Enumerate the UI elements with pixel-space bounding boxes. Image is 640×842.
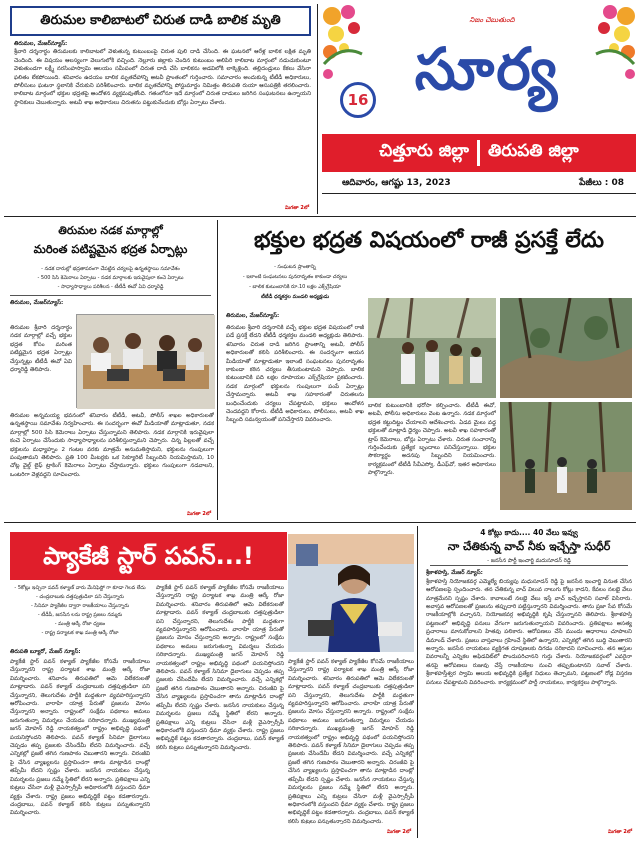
body-text: శ్రీకాళహస్తి నియోజకవర్గ ఎమ్మెల్యే బియ్యపు మధుసూదన్ రెడ్డి పై జనసేన ఇంచార్జి వినుత చేసిన ఆరోపణలపై స్పందించారు. తన చేతికున్న వాచ్ విలువ నాలుగు కోట్లు కాదని, కేవలం నలభై వేలు మాత్రమేనని స్పష్టం చేశారు. కావాలంటే నలభై వేలు ఇస్తే వాచ్ ఇచ్చేస్తానని సవాల్ విసిరారు. అవాస్తవ ఆరోపణలతో ప్రజలను తప్పుదారి పట్టిస్తున్నారని విమర్శించారు. తాను ప్రజా సేవ కోసమే రాజకీయాల్లోకి వచ్చానని, నియోజకవర్గ అభివృద్ధికి కృషి చేస్తున్నానని తెలిపారు. శ్రీకాళహస్తి పట్టణంలో అభివృద్ధి పనులు వేగంగా జరుగుతున్నాయని వివరించారు. ప్రతిపక్షాలు అసత్య ప్రచారాలు మానుకోవాలని హితవు పలికారు. ఆరోపణలు చేసే ముందు ఆధారాలు చూపాలని డిమాండ్ చేశారు. ప్రజలు వాస్తవాలు గ్రహించే స్థితిలో ఉన్నారని, ఎన్నికల్లో తగిన బుద్ధి చెబుతారని అన్నారు. జనసేన నాయకులు వ్యక్తిగత దూషణలకు దిగడం సరికాదని సూచించారు. తన ఆస్తుల వివరాలన్నీ ఎన్నికల అఫిడవిట్‌లో పొందుపరిచానని గుర్తు చేశారు. నియోజకవర్గంలో ఎవరైనా తనపై ఆరోపణలు రుజువు చేస్తే రాజకీయాల నుంచి తప్పుకుంటానని సవాల్ చేశారు. శ్రీకాళహస్తీశ్వర స్వామి ఆలయ అభివృద్ధికి ప్రత్యేక నిధులు తెచ్చామని, పట్టణంలో రోడ్ల విస్తరణ పనులు చేపట్టామని వివరించారు. కార్యక్రమంలో పార్టీ నాయకులు, కార్యకర్తలు పాల్గొన్నారు. xyxy=(426,578,632,686)
dateline: శ్రీకాళహస్తి, మేజర్ న్యూస్: xyxy=(426,570,483,577)
body-text-left: తిరుమల శ్రీవారి దర్శనార్థం నడక మార్గాల్లో వచ్చే భక్తుల భద్రత కోసం మరింత పటిష్టమైన భద్రత ఏర్పాట్లు చేస్తున్నట్లు టీటీడీ ఈవో ఏవి ధర్మారెడ్డి తెలిపారు. xyxy=(10,325,72,374)
body-text: తిరుమల శ్రీవారి దర్శనానికి వచ్చే భక్తుల భద్రత విషయంలో రాజీ పడే ప్రసక్తే లేదని టీటీడీ ధర్మకర్తల మండలి అధ్యక్షుడు తెలిపారు. శనివారం చిరుత దాడి జరిగిన ప్రాంతాన్ని అటవీ, పోలీస్ అధికారులతో కలిసి పరిశీలించారు. ఈ సందర్భంగా ఆయన మీడియాతో మాట్లాడుతూ ఇలాంటి సంఘటనలు పునరావృతం కాకుండా కఠిన చర్యలు తీసుకుంటామని చెప్పారు. బాలిక కుటుంబానికి పది లక్షల రూపాయల ఎక్స్‌గ్రేషియా ప్రకటించారు. నడక మార్గంలో భక్తులను గుంపులుగా పంపే ఏర్పాట్లు చేస్తామన్నారు. అటవీ శాఖ సహకారంతో చిరుతలను బంధించేందుకు చర్యలు చేపట్టామని, భక్తులు ఆందోళన చెందవద్దని కోరారు. టీటీడీ అధికారులు, పోలీసులు, అటవీ శాఖ సిబ్బంది సమన్వయంతో పనిచేస్తారని వివరించారు. xyxy=(226,325,364,424)
date-line xyxy=(322,178,636,194)
headline-walkway-line2: మరింత పటిష్టమైన భద్రత ఏర్పాట్లు xyxy=(33,242,188,256)
body-text: తిరుమల అన్నమయ్య భవనంలో శనివారం టీటీడీ, అటవీ, పోలీస్ శాఖల అధికారులతో ఉన్నతస్థాయి సమావేశం నిర్వహించారు. ఈ సందర్భంగా ఈవో మీడియాతో మాట్లాడుతూ, నడక మార్గాల్లో 500 సిసి కెమెరాలు ఏర్పాటు చేస్తున్నామని తెలిపారు. నడక మార్గానికి ఇరువైపులా కంచె ఏర్పాటు చేసేందుకు సాధ్యాసాధ్యాలను పరిశీలిస్తున్నామని చెప్పారు. చిన్న పిల్లలతో వచ్చే భక్తులను మధ్యాహ్నం 2 గంటల వరకు మాత్రమే అనుమతిస్తామని, భక్తులను గుంపులుగా పంపుతామని తెలిపారు. ప్రతి 100 మీటర్లకు ఒక సెక్యూరిటీ సిబ్బందిని నియమిస్తామని, 10 చోట్ల వైల్డ్ లైఫ్ ట్రాకింగ్ కెమెరాలు ఏర్పాటు చేస్తామన్నారు. భక్తులు గుంపులుగా నడవాలని, ఒంటరిగా వెళ్లవద్దని సూచించారు. xyxy=(10,413,214,478)
subheadline: - జనసేన పార్టీ ఇంచార్జి మదుసూదన్ రెడ్డి xyxy=(430,557,628,566)
bullet-item: - బాలిక కుటుంబానికి రూ.10 లక్షల ఎక్స్‌గ్రేషియా xyxy=(249,284,341,290)
story-package-star xyxy=(4,526,418,838)
headline-watch: నా చేతికున్న వాచ్ నీకు ఇచ్చేస్తా సుధీర్ xyxy=(447,540,611,553)
bullet-item: - రాష్ట్ర పర్యాటక శాఖ మంత్రి ఆర్కే రోజా xyxy=(41,630,119,636)
bullet-list xyxy=(10,265,211,296)
body-text-col2: ప్యాకేజీ స్టార్ పవన్ కళ్యాణ్ ప్యాకేజీల కోసమే రాజకీయాలు చేస్తున్నారని రాష్ట్ర పర్యాటక శాఖ మంత్రి ఆర్కే రోజా విమర్శించారు. శనివారం తిరుపతిలో ఆమె విలేకరులతో మాట్లాడారు. పవన్ కళ్యాణ్ చంద్రబాబుకు దత్తపుత్రుడిలా పని చేస్తున్నారని, తెలుగుదేశం పార్టీకి మద్దతుగా వ్యవహరిస్తున్నారని ఆరోపించారు. వారాహి యాత్ర పేరుతో ప్రజలను మోసం చేస్తున్నారని అన్నారు. రాష్ట్రంలో సంక్షేమ పథకాలు అమలు జరుగుతున్నా విమర్శలు చేయడం సరికాదన్నారు. ముఖ్యమంత్రి జగన్ మోహన్ రెడ్డి నాయకత్వంలో రాష్ట్రం అభివృద్ధి పథంలో పయనిస్తోందని తెలిపారు. పవన్ కళ్యాణ్ సినిమా డైలాగులు చెప్పడం తప్ప ప్రజలకు చేసిందేమీ లేదని విమర్శించారు. వచ్చే ఎన్నికల్లో ప్రజలే తగిన గుణపాఠం చెబుతారని అన్నారు. చిరంజీవి పై చేసిన వ్యాఖ్యలను ప్రస్తావించగా తాను మాట్లాడిన దాంట్లో తప్పేమీ లేదని స్పష్టం చేశారు. జనసేన నాయకులు చేస్తున్న విమర్శలను ప్రజలు నమ్మే స్థితిలో లేరని అన్నారు. ప్రతిపక్షాలు ఎన్ని కుట్రలు చేసినా మళ్లీ వైఎస్సార్సీపీ అధికారంలోకి వస్తుందని ధీమా వ్యక్తం చేశారు. రాష్ట్ర ప్రజలు అభివృద్ధికే పట్టం కడతారన్నారు. చంద్రబాబు, పవన్ కళ్యాణ్ కలిసి కుట్రలు పన్నుతున్నారని విమర్శించారు. xyxy=(156,585,284,751)
anniversary-number: 16 xyxy=(347,91,369,109)
edition-bar xyxy=(322,134,636,172)
bullet-item: టీటీడీ ధర్మకర్తల మండలి అధ్యక్షుడు xyxy=(260,294,330,300)
story-leopard-attack xyxy=(4,4,318,214)
bullet-list xyxy=(10,584,150,638)
bullet-item: - సాధ్యాసాధ్యాలు పరిశీలన - టీటీడీ ఈవో ఏవి ధర్మారెడ్డి xyxy=(57,284,164,290)
dateline: తిరుమల, మేజర్‌న్యూస్: xyxy=(14,41,68,47)
story-walkway-security xyxy=(4,220,218,520)
body-text-col3: ప్యాకేజీ స్టార్ పవన్ కళ్యాణ్ ప్యాకేజీల కోసమే రాజకీయాలు చేస్తున్నారని రాష్ట్ర పర్యాటక శాఖ మంత్రి ఆర్కే రోజా విమర్శించారు. శనివారం తిరుపతిలో ఆమె విలేకరులతో మాట్లాడారు. పవన్ కళ్యాణ్ చంద్రబాబుకు దత్తపుత్రుడిలా పని చేస్తున్నారని, తెలుగుదేశం పార్టీకి మద్దతుగా వ్యవహరిస్తున్నారని ఆరోపించారు. వారాహి యాత్ర పేరుతో ప్రజలను మోసం చేస్తున్నారని అన్నారు. రాష్ట్రంలో సంక్షేమ పథకాలు అమలు జరుగుతున్నా విమర్శలు చేయడం సరికాదన్నారు. ముఖ్యమంత్రి జగన్ మోహన్ రెడ్డి నాయకత్వంలో రాష్ట్రం అభివృద్ధి పథంలో పయనిస్తోందని తెలిపారు. పవన్ కళ్యాణ్ సినిమా డైలాగులు చెప్పడం తప్ప ప్రజలకు చేసిందేమీ లేదని విమర్శించారు. వచ్చే ఎన్నికల్లో ప్రజలే తగిన గుణపాఠం చెబుతారని అన్నారు. చిరంజీవి పై చేసిన వ్యాఖ్యలను ప్రస్తావించగా తాను మాట్లాడిన దాంట్లో తప్పేమీ లేదని స్పష్టం చేశారు. జనసేన నాయకులు చేస్తున్న విమర్శలను ప్రజలు నమ్మే స్థితిలో లేరని అన్నారు. ప్రతిపక్షాలు ఎన్ని కుట్రలు చేసినా మళ్లీ వైఎస్సార్సీపీ అధికారంలోకి వస్తుందని ధీమా వ్యక్తం చేశారు. రాష్ట్ర ప్రజలు అభివృద్ధికే పట్టం కడతారన్నారు. చంద్రబాబు, పవన్ కళ్యాణ్ కలిసి కుట్రలు పన్నుతున్నారని విమర్శించారు. xyxy=(288,659,414,824)
issue-date: ఆదివారం, ఆగష్టు 13, 2023 xyxy=(342,178,451,188)
page-count: పేజీలు : 08 xyxy=(579,178,624,188)
bullet-list xyxy=(226,262,364,302)
bullet-item: - సినిమా ప్యాకేజీల ద్వారా రాజకీయాలు చేస్తున్నారు xyxy=(30,603,130,609)
divider-middle xyxy=(4,522,636,523)
continued-label: మిగతా 2లో xyxy=(607,829,632,835)
bullet-item: - నడక దారుల్లో భద్రతాపరంగా చేపట్టిన చర్యలపై ఉన్నతస్థాయి సమావేశం xyxy=(41,266,180,272)
headline-leopard-attack: తిరుమల కాలిబాటలో చిరుత దాడి బాలిక మృతి xyxy=(10,6,311,36)
bullet-item: - ఇలాంటి సంఘటనలు పునరావృతం కాకుండా చర్యలు xyxy=(242,274,348,280)
edition-divider xyxy=(477,140,480,166)
dateline: తిరుమల, మేజర్‌న్యూస్: xyxy=(226,313,280,319)
roja-photo xyxy=(288,534,414,652)
paper-name-logo: సూర్య xyxy=(414,35,560,103)
inspection-photo-1 xyxy=(368,298,496,398)
edition-chittoor: చిత్తూరు జిల్లా xyxy=(379,141,469,161)
masthead xyxy=(322,4,636,214)
story-watch-challenge xyxy=(422,526,636,838)
divider-top xyxy=(4,216,636,217)
anniversary-badge xyxy=(340,82,376,118)
bullet-item: - మంత్రి ఆర్కే రోజా ధ్వజం xyxy=(54,621,106,627)
meeting-photo xyxy=(76,314,214,408)
headline-devotee-safety: భక్తుల భద్రత విషయంలో రాజీ ప్రసక్తే లేదు xyxy=(253,228,605,253)
continued-label: మిగతా 2లో xyxy=(284,205,309,211)
kicker: 4 కోట్లు కాదు.... 40 వేలు ఇవ్వు xyxy=(480,528,578,537)
inspection-photo-2 xyxy=(500,298,632,398)
dateline: తిరుమల, మేజర్‌న్యూస్: xyxy=(10,300,64,306)
edition-tirupati: తిరుపతి జిల్లా xyxy=(487,141,579,161)
dateline: తిరుపతి బ్యూరో, మేజర్ న్యూస్: xyxy=(10,649,81,655)
bullet-item: - టీడీపీ, జనసేన లను రాష్ట్ర ప్రజలు నమ్మరు xyxy=(37,612,123,618)
bullet-item: - 5కోట్లు ఇచ్చినా పవన్ కళ్యాణ్ వారు మేనిఫెస్టో గా కూడా గెలవ లేదు xyxy=(14,585,146,591)
headline-walkway-line1: తిరుమల నడక మార్గాల్లో xyxy=(58,224,163,237)
bullet-item: - సంఘటన ప్రాంతాన్ని xyxy=(274,264,316,270)
body-text-lower: బాలిక కుటుంబానికి భరోసా కల్పించారు. టీటీడీ ఈవో, అటవీ, పోలీసు అధికారులు వెంట ఉన్నారు. నడక మార్గంలో భద్రత కట్టుదిట్టం చేయాలని ఆదేశించారు. ఏడవ మైలు వద్ద భక్తులతో మాట్లాడి ధైర్యం చెప్పారు. అటవీ శాఖ సహకారంతో ట్రాప్ కెమెరాలు, బోన్లు ఏర్పాటు చేశారు. చిరుత సంచారాన్ని గుర్తించేందుకు ప్రత్యేక బృందాలు పనిచేస్తున్నాయి. భక్తుల సౌకర్యార్థం అదనపు సిబ్బందిని నియమించారు. కార్యక్రమంలో టీటీడీ సీవీఎస్వో, డీఎఫ్‌వో, ఇతర అధికారులు పాల్గొన్నారు. xyxy=(368,403,496,477)
bullet-item: - 500 సిసి కెమెరాలు ఏర్పాటు - నడక మార్గాలకు ఇరువైపులా కంచె ఏర్పాటు xyxy=(37,275,184,281)
story-devotee-safety xyxy=(222,220,636,520)
continued-label: మిగతా 2లో xyxy=(186,511,211,517)
bullet-item: - చంద్రబాబుకు దత్తపుత్రుడిలా పని చేస్తున్నారు xyxy=(36,594,124,600)
tagline: నిజం చెబుతుంది xyxy=(469,16,515,24)
body-text: ప్యాకేజీ స్టార్ పవన్ కళ్యాణ్ ప్యాకేజీల కోసమే రాజకీయాలు చేస్తున్నారని రాష్ట్ర పర్యాటక శాఖ మంత్రి ఆర్కే రోజా విమర్శించారు. శనివారం తిరుపతిలో ఆమె విలేకరులతో మాట్లాడారు. పవన్ కళ్యాణ్ చంద్రబాబుకు దత్తపుత్రుడిలా పని చేస్తున్నారని, తెలుగుదేశం పార్టీకి మద్దతుగా వ్యవహరిస్తున్నారని ఆరోపించారు. వారాహి యాత్ర పేరుతో ప్రజలను మోసం చేస్తున్నారని అన్నారు. రాష్ట్రంలో సంక్షేమ పథకాలు అమలు జరుగుతున్నా విమర్శలు చేయడం సరికాదన్నారు. ముఖ్యమంత్రి జగన్ మోహన్ రెడ్డి నాయకత్వంలో రాష్ట్రం అభివృద్ధి పథంలో పయనిస్తోందని తెలిపారు. పవన్ కళ్యాణ్ సినిమా డైలాగులు చెప్పడం తప్ప ప్రజలకు చేసిందేమీ లేదని విమర్శించారు. వచ్చే ఎన్నికల్లో ప్రజలే తగిన గుణపాఠం చెబుతారని అన్నారు. చిరంజీవి పై చేసిన వ్యాఖ్యలను ప్రస్తావించగా తాను మాట్లాడిన దాంట్లో తప్పేమీ లేదని స్పష్టం చేశారు. జనసేన నాయకులు చేస్తున్న విమర్శలను ప్రజలు నమ్మే స్థితిలో లేరని అన్నారు. ప్రతిపక్షాలు ఎన్ని కుట్రలు చేసినా మళ్లీ వైఎస్సార్సీపీ అధికారంలోకి వస్తుందని ధీమా వ్యక్తం చేశారు. రాష్ట్ర ప్రజలు అభివృద్ధికే పట్టం కడతారన్నారు. చంద్రబాబు, పవన్ కళ్యాణ్ కలిసి కుట్రలు పన్నుతున్నారని విమర్శించారు. xyxy=(10,659,150,817)
inspection-photo-3 xyxy=(500,402,632,510)
continued-label: మిగతా 2లో xyxy=(386,829,411,835)
flower-decoration-left xyxy=(322,4,382,94)
body-text: శ్రీవారి దర్శనార్థం తిరుమలకు కాలిబాటలో వెళుతున్న కుటుంబంపై చిరుత పులి దాడి చేసింది. ఈ ఘటనలో ఆరేళ్ల బాలిక లక్షిత మృతి చెందింది. ఈ విషయం ఆలస్యంగా వెలుగులోకి వచ్చింది. నెల్లూరు జిల్లాకు చెందిన కుటుంబం అలిపిరి కాలిబాట మార్గంలో నడుచుకుంటూ వెళుతుండగా లక్ష్మీ నరసింహస్వామి ఆలయం సమీపంలో చిరుత దాడి చేసి బాలికను అడవిలోకి లాక్కెళ్లింది. తల్లిదండ్రులు కేకలు వేసినా ఫలితం లేకపోయింది. శనివారం ఉదయం బాలిక మృతదేహాన్ని అటవీ ప్రాంతంలో గుర్తించారు. సమాచారం అందుకున్న టీటీడీ అధికారులు, పోలీసులు ఘటనా స్థలానికి చేరుకుని పరిశీలించారు. బాలిక మృతదేహాన్ని పోస్టుమార్టం నిమిత్తం తిరుపతి రుయా ఆసుపత్రికి తరలించారు. కాలిబాట మార్గంలో భక్తుల భద్రతపై ఆందోళన వ్యక్తమవుతోంది. గతంలోనూ ఇదే మార్గంలో చిరుత దాడులు జరిగిన సంఘటనలు ఉన్నాయని స్థానికులు చెబుతున్నారు. అటవీ శాఖ అధికారులు చిరుతను పట్టుకునేందుకు బోన్లు ఏర్పాటు చేశారు. xyxy=(14,49,311,106)
headline-package-star: ప్యాకేజీ స్టార్ పవన్...! xyxy=(10,532,287,580)
